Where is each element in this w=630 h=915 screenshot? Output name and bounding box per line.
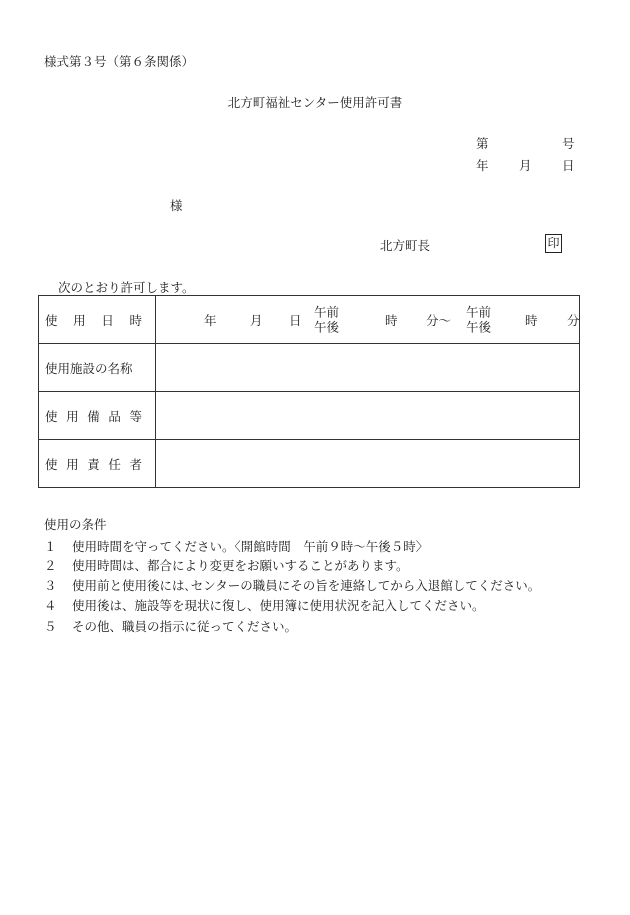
condition-item: ２ 使用時間は、都合により変更をお願いすることがあります。 [44,558,409,573]
condition-item: ４ 使用後は、施設等を現状に復し、使用簿に使用状況を記入してください。 [44,598,485,613]
seal-mark: 印 [545,234,562,253]
date-day: 日 [562,158,575,173]
facility-name-cell[interactable] [156,344,580,392]
dt-am: 午前 [314,303,340,319]
condition-item: ３ 使用前と使用後には､センターの職員にその旨を連絡してから入退館してください。 [44,578,541,593]
dt-year: 年 [204,312,217,328]
intro-text: 次のとおり許可します。 [58,280,195,295]
permit-table [38,295,580,488]
dt-minute-tilde: 分～ [426,312,452,328]
dt-hour: 時 [385,312,398,328]
label-text: 使 用 責 任 者 [45,456,142,472]
label-text: 使 用 日 時 [45,312,142,328]
condition-item: ５ その他、職員の指示に従ってください。 [44,619,298,634]
date-year: 年 [476,158,489,173]
conditions-title: 使用の条件 [44,517,107,532]
table-row [39,392,580,440]
dt-am2: 午前 [466,303,492,319]
issuer: 北方町長 [380,238,431,253]
label-responsible-person [39,440,156,488]
label-text: 使用施設の名称 [45,360,133,376]
number-dai: 第 [476,136,489,151]
dt-ampm-start [314,304,339,335]
dt-ampm-end [466,304,491,335]
responsible-person-cell[interactable] [156,440,580,488]
label-equipment [39,392,156,440]
label-text: 使 用 備 品 等 [45,408,142,424]
dt-pm: 午後 [314,319,340,335]
condition-item: １ 使用時間を守ってください。〈開館時間 午前９時～午後５時〉 [44,539,429,554]
table-row [39,344,580,392]
equipment-cell[interactable] [156,392,580,440]
datetime-cell[interactable] [156,296,580,344]
dt-day: 日 [289,312,302,328]
dt-hour2: 時 [525,312,538,328]
table-row [39,440,580,488]
label-usage-datetime [39,296,156,344]
dt-minute2: 分 [567,312,580,328]
number-go: 号 [562,136,575,151]
label-facility-name [39,344,156,392]
dt-month: 月 [250,312,263,328]
date-month: 月 [519,158,532,173]
dt-pm2: 午後 [466,319,492,335]
table-row [39,296,580,344]
document-title: 北方町福祉センター使用許可書 [227,95,403,110]
form-id: 様式第３号（第６条関係） [44,54,195,69]
addressee-suffix: 様 [170,198,183,213]
